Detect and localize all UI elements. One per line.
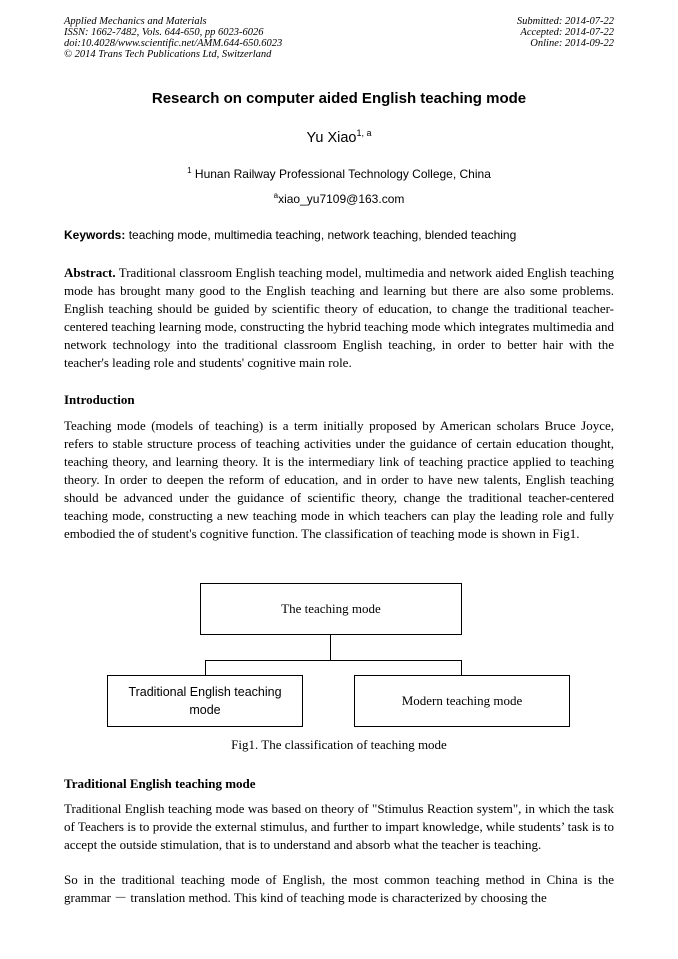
issn-line: ISSN: 1662-7482, Vols. 644-650, pp 6023-6026 (64, 27, 264, 38)
author-name: Yu Xiao (306, 130, 357, 146)
journal-header-right (517, 16, 614, 49)
affiliation (0, 166, 678, 181)
diagram-root-node: The teaching mode (200, 583, 462, 635)
author-email (0, 191, 678, 206)
accepted-date: Accepted: 2014-07-22 (520, 27, 614, 38)
keywords-label: Keywords: (64, 228, 126, 242)
submitted-date: Submitted: 2014-07-22 (516, 16, 614, 27)
affiliation-superscript: 1 (187, 166, 192, 175)
connector-horizontal (205, 660, 462, 661)
email-text: xiao_yu7109@163.com (278, 192, 405, 206)
connector-right-down (461, 660, 462, 675)
abstract (64, 264, 614, 372)
introduction-paragraph: Teaching mode (models of teaching) is a term initially proposed by American scholars Bruce Joyce, refers to stable structure process of teaching activities under the guidance of certain education thought, teaching theory, and learning theory. It is the intermediary link of teaching practice applied to teaching theory. In order to deepen the reform of education, and in order to have new talents, English teaching should be advanced under the guidance of scientific theory, change the traditional teacher-centered teaching mode, constructing a new teaching mode in which teachers can play the leading role and fully embodied the of student's cognitive function. The classification of teaching mode is shown in Fig1. (64, 418, 614, 541)
keywords (64, 228, 614, 242)
paper-title: Research on computer aided English teaching mode (151, 90, 527, 107)
author-line (0, 128, 678, 146)
section-heading-introduction: Introduction (64, 392, 135, 407)
diagram-node-traditional: Traditional English teaching mode (107, 675, 303, 727)
author-superscript: 1, a (356, 128, 372, 138)
connector-root-down (330, 635, 331, 660)
keywords-text: teaching mode, multimedia teaching, network teaching, blended teaching (128, 228, 517, 242)
traditional-paragraph-2: So in the traditional teaching mode of English, the most common teaching method in China is the grammar － translation method. This kind of teaching mode is characterized by choosing the (64, 872, 614, 905)
abstract-text: Traditional classroom English teaching model, multimedia and network aided English teaching mode has brought many good to the English teaching and learning but there are also some problems. English teaching should be guided by scientific theory of education, to change the traditional teacher-centered teaching learning mode, constructing the hybrid teaching mode which integrates multimedia and network technology into the traditional classroom English teaching, in order to better hair with the teacher's leading role and students' cognitive main role. (64, 265, 614, 370)
online-date: Online: 2014-09-22 (530, 38, 614, 49)
figure-1-caption: Fig1. The classification of teaching mode (231, 737, 447, 752)
affiliation-text: Hunan Railway Professional Technology College, China (194, 167, 491, 181)
doi-line: doi:10.4028/www.scientific.net/AMM.644-650.6023 (64, 38, 283, 49)
copyright-line: © 2014 Trans Tech Publications Ltd, Switzerland (64, 49, 272, 60)
traditional-paragraph-1: Traditional English teaching mode was based on theory of "Stimulus Reaction system", in which the task of Teachers is to provide the external stimulus, and further to impart knowledge, while students’ task is to accept the outside stimulation, that is to understand and absorb what the teacher is teaching. (64, 801, 614, 852)
journal-header-left (64, 16, 282, 60)
email-superscript: a (273, 191, 279, 200)
journal-name: Applied Mechanics and Materials (64, 16, 207, 27)
connector-left-down (205, 660, 206, 675)
diagram-node-modern: Modern teaching mode (354, 675, 570, 727)
abstract-label: Abstract. (64, 265, 116, 280)
section-heading-traditional: Traditional English teaching mode (64, 776, 256, 791)
